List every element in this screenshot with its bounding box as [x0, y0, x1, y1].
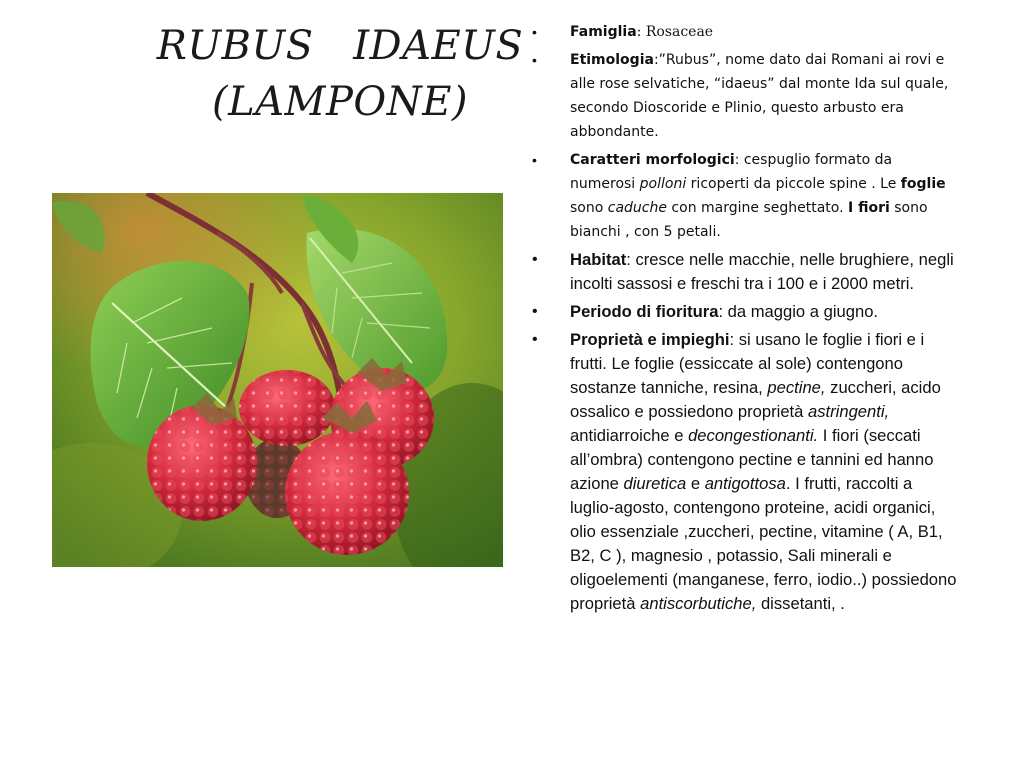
- caratteri-bold: foglie: [900, 176, 946, 192]
- bullet-famiglia: [528, 20, 960, 44]
- title-line-2: (LAMPONE): [211, 79, 469, 125]
- habitat-label: Habitat: [570, 250, 627, 269]
- famiglia-sep: :: [636, 24, 646, 40]
- caratteri-text: sono bianchi , con 5 petali.: [570, 200, 928, 240]
- berry-top: [239, 370, 335, 446]
- proprieta-italic: antigottosa: [704, 474, 786, 493]
- berry-left: [147, 405, 257, 521]
- caratteri-italic: polloni: [639, 176, 687, 192]
- periodo-label: Periodo di fioritura: [570, 302, 719, 321]
- bullet-dot-icon: •: [532, 331, 538, 348]
- periodo-text: : da maggio a giugno.: [718, 302, 879, 321]
- title-line-1: RUBUS IDAEUS: [156, 23, 524, 69]
- famiglia-value: Rosaceae: [645, 24, 714, 40]
- bullet-dot-icon: •: [532, 303, 538, 320]
- bullet-caratteri: [528, 148, 960, 244]
- proprieta-italic: decongestionanti.: [688, 426, 819, 445]
- caratteri-bold: I fiori: [848, 200, 890, 216]
- caratteri-text: con margine seghettato.: [666, 200, 849, 216]
- raspberry-illustration: [52, 193, 503, 567]
- proprieta-text: . I frutti, raccolti a luglio-agosto, contengono proteine, acidi organici, olio essenziale ,zuccheri, pectine, vitamine ( A, B1, B2, C ), magnesio , potassio, Sali minerali e oligoelementi (manganese, ferro, iodio..) possiedono proprietà: [570, 474, 957, 613]
- proprieta-italic: astringenti,: [808, 402, 890, 421]
- proprieta-italic: pectine,: [767, 378, 826, 397]
- proprieta-text: I fiori (seccati all’ombra) contengono pectine e tannini ed hanno azione: [570, 426, 934, 493]
- caratteri-italic: caduche: [607, 200, 667, 216]
- raspberry-photo: [52, 193, 503, 567]
- proprieta-label: Proprietà e impieghi: [570, 330, 730, 349]
- proprieta-italic: antiscorbutiche,: [640, 594, 757, 613]
- etimologia-text: :”Rubus”, nome dato dai Romani ai rovi e alle rose selvatiche, “idaeus” dal monte Ida sul quale, secondo Dioscoride e Plinio, questo arbusto era abbondante.: [570, 52, 949, 140]
- proprieta-italic: diuretica: [623, 474, 687, 493]
- bullet-dot-icon: •: [532, 52, 537, 68]
- caratteri-text: : cespuglio formato da numerosi: [570, 152, 893, 192]
- caratteri-text: ricoperti da piccole spine . Le: [686, 176, 901, 192]
- bullet-proprieta: [528, 328, 960, 616]
- bullet-dot-icon: •: [532, 251, 538, 268]
- bullet-dot-icon: •: [532, 152, 537, 168]
- proprieta-text: dissetanti, .: [756, 594, 845, 613]
- proprieta-text: antidiarroiche e: [570, 426, 689, 445]
- slide-title: [150, 18, 530, 130]
- bullet-etimologia: [528, 48, 960, 144]
- proprieta-text: : si usano le foglie i fiori e i frutti. Le foglie (essiccate al sole) contengono sostanze tanniche, resina,: [570, 330, 925, 397]
- bullet-habitat: [528, 248, 960, 296]
- berry-center: [285, 431, 409, 555]
- caratteri-text: sono: [570, 200, 608, 216]
- proprieta-text: e: [686, 474, 705, 493]
- bullet-dot-icon: •: [532, 24, 537, 40]
- proprieta-text: zuccheri, acido ossalico e possiedono proprietà: [570, 378, 941, 421]
- famiglia-label: Famiglia: [570, 24, 637, 40]
- caratteri-label: Caratteri morfologici: [570, 152, 735, 168]
- habitat-text: : cresce nelle macchie, nelle brughiere, negli incolti sassosi e freschi tra i 100 e i 2000 metri.: [570, 250, 954, 293]
- bullet-periodo: [528, 300, 960, 324]
- etimologia-label: Etimologia: [570, 52, 654, 68]
- info-bullet-list: [528, 20, 960, 620]
